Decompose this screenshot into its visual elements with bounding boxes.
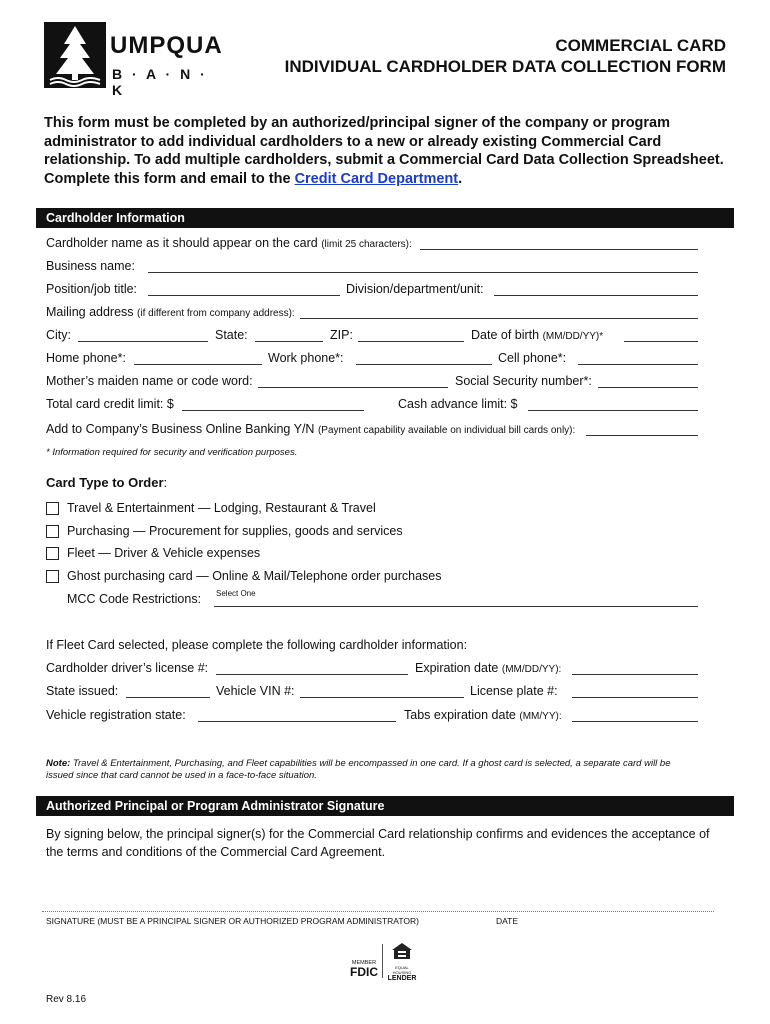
mailing-label: Mailing address (if different from company address): [46, 305, 295, 319]
work-phone-field[interactable] [356, 364, 492, 365]
intro-end: . [458, 170, 463, 187]
card-type-heading: Card Type to Order: [46, 475, 168, 490]
house-icon [391, 942, 413, 960]
drivers-license-field[interactable] [216, 674, 408, 675]
zip-label: ZIP: [330, 328, 353, 342]
form-title-line2: INDIVIDUAL CARDHOLDER DATA COLLECTION FORM [284, 57, 726, 76]
cash-limit-field[interactable] [528, 410, 698, 411]
expiration-field[interactable] [572, 674, 698, 675]
credit-card-dept-link[interactable]: Credit Card Department [294, 170, 459, 187]
mcc-label: MCC Code Restrictions: [67, 592, 202, 606]
registration-state-label: Vehicle registration state: [46, 708, 186, 722]
note-paragraph: Note: Travel & Entertainment, Purchasing, and Fleet capabilities will be encompassed in one card. If a ghost card is selected, a separate card will be issued since that card cannot be used in a face-to-face situation. [46, 758, 671, 781]
division-field[interactable] [494, 295, 698, 296]
revision-label: Rev 8.16 [46, 994, 87, 1005]
registration-state-field[interactable] [198, 721, 396, 722]
date-label: DATE [496, 916, 519, 926]
purchasing-checkbox[interactable] [46, 525, 59, 538]
drivers-license-label: Cardholder driver’s license #: [46, 661, 209, 675]
city-field[interactable] [78, 341, 208, 342]
work-phone-label: Work phone*: [268, 351, 344, 365]
security-footnote: * Information required for security and verification purposes. [46, 447, 298, 458]
logo-name: UMPQUA [110, 32, 223, 59]
signature-label: SIGNATURE (MUST BE A PRINCIPAL SIGNER OR AUTHORIZED PROGRAM ADMINISTRATOR) [46, 916, 419, 926]
home-phone-label: Home phone*: [46, 351, 126, 365]
tabs-expiration-field[interactable] [572, 721, 698, 722]
mcc-select[interactable]: Select One [216, 589, 256, 598]
cardholder-name-field[interactable] [420, 249, 698, 250]
credit-limit-label: Total card credit limit: $ [46, 397, 174, 411]
vin-field[interactable] [300, 697, 464, 698]
signature-header: Authorized Principal or Program Administrator Signature [36, 796, 734, 816]
ssn-label: Social Security number*: [455, 374, 592, 388]
expiration-label: Expiration date (MM/DD/YY): [415, 661, 562, 675]
mailing-field[interactable] [300, 318, 698, 319]
travel-option-label: Travel & Entertainment — Lodging, Restaurant & Travel [67, 501, 376, 515]
fleet-option-label: Fleet — Driver & Vehicle expenses [67, 546, 261, 560]
online-banking-label: Add to Company’s Business Online Banking Y/N (Payment capability available on individual bill cards only): [46, 422, 576, 436]
ehl-label-2: LENDER [387, 975, 417, 982]
online-banking-field[interactable] [586, 435, 698, 436]
ghost-checkbox[interactable] [46, 570, 59, 583]
fdic-member-label: MEMBER [351, 960, 377, 966]
tabs-expiration-label: Tabs expiration date (MM/YY): [404, 708, 562, 722]
position-label: Position/job title: [46, 282, 138, 296]
cardholder-info-header: Cardholder Information [36, 208, 734, 228]
business-name-label: Business name: [46, 259, 135, 273]
ehl-label-1: EQUAL HOUSING [392, 965, 412, 975]
fleet-intro: If Fleet Card selected, please complete the following cardholder information: [46, 638, 468, 652]
logo-sub: B · A · N · K [112, 66, 208, 98]
business-name-field[interactable] [148, 272, 698, 273]
credit-limit-field[interactable] [182, 410, 364, 411]
umpqua-logo [44, 22, 224, 98]
cardholder-name-label: Cardholder name as it should appear on the card (limit 25 characters): [46, 236, 412, 250]
intro-paragraph [44, 114, 724, 188]
fdic-label: FDIC [350, 965, 378, 979]
license-plate-label: License plate #: [470, 684, 558, 698]
state-field[interactable] [255, 341, 323, 342]
cell-phone-label: Cell phone*: [498, 351, 567, 365]
intro-text: This form must be completed by an authorized/principal signer of the company or program administrator to add individual cardholders to a new or already existing Commercial Card relationship. To add multiple cardholders, submit a Commercial Card Data Collection Spreadsheet. Complete this form and email to the [44, 115, 724, 187]
logo-divider [382, 944, 383, 978]
zip-field[interactable] [358, 341, 464, 342]
form-title-line1: COMMERCIAL CARD [555, 36, 726, 55]
purchasing-option-label: Purchasing — Procurement for supplies, goods and services [67, 524, 403, 538]
cash-limit-label: Cash advance limit: $ [398, 397, 518, 411]
city-label: City: [46, 328, 71, 342]
state-issued-field[interactable] [126, 697, 210, 698]
maiden-name-label: Mother’s maiden name or code word: [46, 374, 253, 388]
fleet-checkbox[interactable] [46, 547, 59, 560]
fdic-logo [350, 960, 378, 978]
vin-label: Vehicle VIN #: [216, 684, 295, 698]
license-plate-field[interactable] [572, 697, 698, 698]
dob-label: Date of birth (MM/DD/YY)* [471, 328, 604, 342]
maiden-name-field[interactable] [258, 387, 448, 388]
equal-housing-logo [386, 942, 418, 983]
state-issued-label: State issued: [46, 684, 119, 698]
signature-line[interactable] [42, 911, 714, 912]
position-field[interactable] [148, 295, 340, 296]
ssn-field[interactable] [598, 387, 698, 388]
dob-field[interactable] [624, 341, 698, 342]
travel-checkbox[interactable] [46, 502, 59, 515]
mcc-select-underline [214, 606, 698, 607]
division-label: Division/department/unit: [346, 282, 484, 296]
cell-phone-field[interactable] [578, 364, 698, 365]
home-phone-field[interactable] [134, 364, 262, 365]
ghost-option-label: Ghost purchasing card — Online & Mail/Telephone order purchases [67, 569, 442, 583]
state-label: State: [215, 328, 248, 342]
tree-icon [44, 22, 106, 88]
signature-text: By signing below, the principal signer(s) for the Commercial Card relationship confirms and evidences the acceptance of the terms and conditions of the Commercial Card Agreement. [46, 827, 710, 859]
